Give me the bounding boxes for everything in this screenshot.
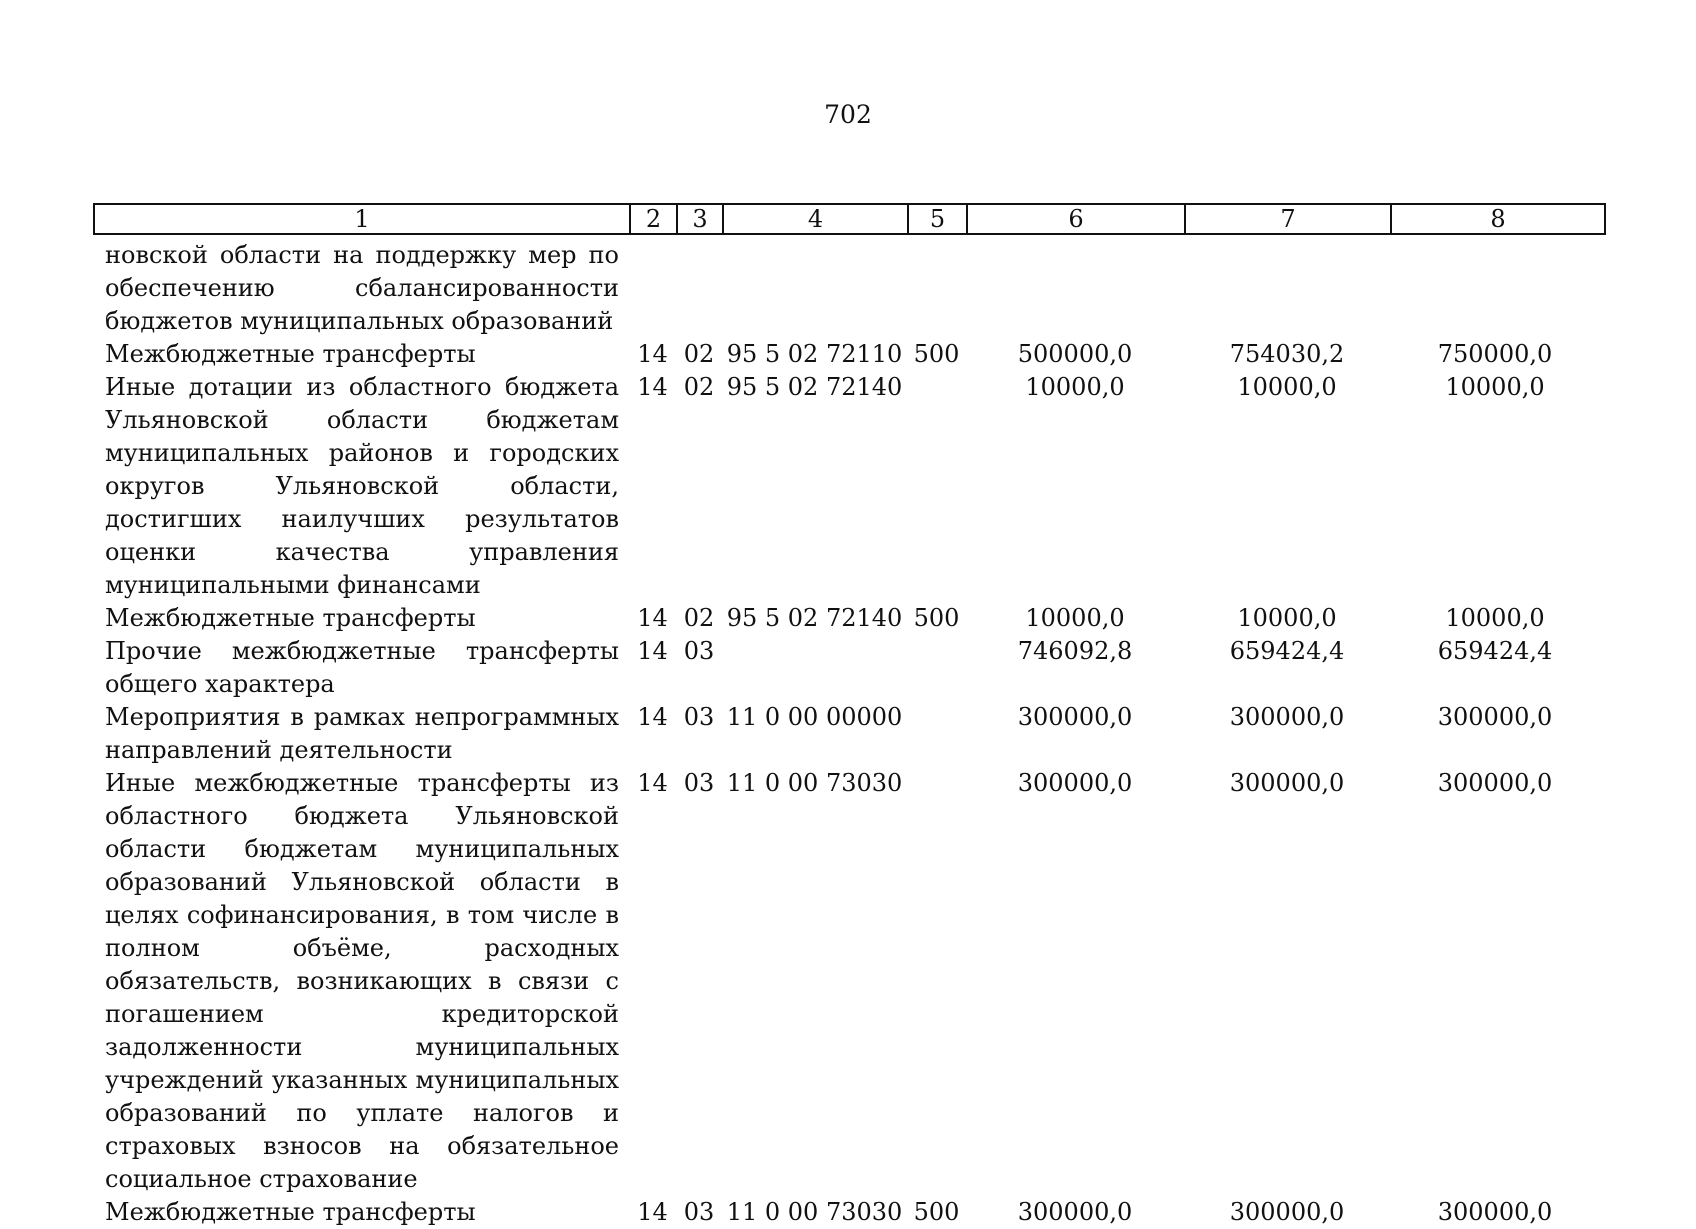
- row-subsection: 02: [683, 373, 715, 401]
- table-row: [93, 767, 1606, 1196]
- row-description: Прочие межбюджетные трансферты общего характера: [105, 637, 619, 698]
- row-section: 14: [637, 637, 668, 665]
- row-description: Межбюджетные трансферты: [105, 604, 476, 632]
- row-amount-col7: 300000,0: [1229, 1198, 1345, 1226]
- row-target-code: 11 0 00 00000: [726, 703, 903, 731]
- row-target-code: 95 5 02 72110: [726, 340, 903, 368]
- row-amount-col7: [1184, 239, 1390, 338]
- header-col-1: 1: [95, 205, 631, 233]
- row-subsection: 02: [683, 340, 715, 368]
- row-target-code: [722, 635, 907, 701]
- row-description: новской области на поддержку мер по обеспечению сбалансированности бюджетов муниципальных образований: [105, 241, 619, 335]
- row-section: 14: [637, 340, 668, 368]
- row-target-code: 11 0 00 73030: [726, 1198, 903, 1226]
- row-subsection: 03: [683, 1198, 715, 1226]
- row-subsection: 03: [683, 769, 715, 797]
- table-row: [93, 602, 1606, 635]
- row-expense-type: 500: [913, 604, 960, 632]
- row-target-code: 95 5 02 72140: [726, 373, 903, 401]
- row-expense-type: [907, 635, 966, 701]
- table-header: [93, 203, 1606, 235]
- row-subsection: 03: [683, 703, 715, 731]
- row-target-code: 95 5 02 72140: [726, 604, 903, 632]
- row-expense-type: 500: [913, 340, 960, 368]
- header-col-4: 4: [724, 205, 909, 233]
- row-amount-col6: [966, 239, 1184, 338]
- row-target-code: [722, 239, 907, 338]
- row-amount-col8: 300000,0: [1437, 703, 1553, 731]
- row-subsection: 03: [683, 637, 715, 665]
- row-amount-col6: 746092,8: [1017, 637, 1133, 665]
- row-amount-col7: 10000,0: [1237, 604, 1337, 632]
- row-amount-col7: 300000,0: [1229, 769, 1345, 797]
- table-row: [93, 338, 1606, 371]
- table-row: [93, 371, 1606, 602]
- table-body: [93, 239, 1606, 1229]
- row-amount-col6: 300000,0: [1017, 769, 1133, 797]
- row-expense-type: [907, 239, 966, 338]
- row-amount-col8: 750000,0: [1437, 340, 1553, 368]
- row-section: 14: [637, 604, 668, 632]
- row-section: 14: [637, 373, 668, 401]
- row-description: Мероприятия в рамках непрограммных направлений деятельности: [105, 703, 619, 764]
- page-number: 702: [824, 100, 872, 129]
- table-row: [93, 635, 1606, 701]
- header-col-7: 7: [1186, 205, 1392, 233]
- row-amount-col7: 659424,4: [1229, 637, 1345, 665]
- row-subsection: 02: [683, 604, 715, 632]
- row-amount-col7: 300000,0: [1229, 703, 1345, 731]
- row-expense-type: [907, 371, 966, 602]
- table-row: [93, 239, 1606, 338]
- row-amount-col8: 659424,4: [1437, 637, 1553, 665]
- header-col-6: 6: [968, 205, 1186, 233]
- header-col-2: 2: [631, 205, 678, 233]
- row-amount-col7: 10000,0: [1237, 373, 1337, 401]
- row-description: Межбюджетные трансферты: [105, 1198, 476, 1226]
- table-row: [93, 701, 1606, 767]
- row-section: 14: [637, 703, 668, 731]
- header-col-8: 8: [1490, 205, 1506, 233]
- row-description: Межбюджетные трансферты: [105, 340, 476, 368]
- row-section: 14: [637, 769, 668, 797]
- row-amount-col6: 500000,0: [1017, 340, 1133, 368]
- row-amount-col8: 10000,0: [1445, 373, 1545, 401]
- row-expense-type: [907, 767, 966, 1196]
- row-expense-type: [907, 701, 966, 767]
- table-row: [93, 1196, 1606, 1229]
- row-description: Иные межбюджетные трансферты из областного бюджета Ульяновской области бюджетам муниципальных образований Ульяновской области в целях софинансирования, в том числе в полном объёме, расходных обязательств, возникающих в связи с погашением кредиторской задолженности муниципальных учреждений указанных муниципальных образований по уплате налогов и страховых взносов на обязательное социальное страхование: [105, 769, 619, 1193]
- row-target-code: 11 0 00 73030: [726, 769, 903, 797]
- row-amount-col6: 10000,0: [1025, 604, 1125, 632]
- row-expense-type: 500: [913, 1198, 960, 1226]
- row-section: 14: [637, 1198, 668, 1226]
- row-amount-col8: 10000,0: [1445, 604, 1545, 632]
- row-description: Иные дотации из областного бюджета Ульяновской области бюджетам муниципальных районов и городских округов Ульяновской области, достигших наилучших результатов оценки качества управления муниципальными финансами: [105, 373, 619, 599]
- header-col-5: 5: [909, 205, 968, 233]
- row-amount-col6: 10000,0: [1025, 373, 1125, 401]
- row-amount-col6: 300000,0: [1017, 1198, 1133, 1226]
- row-subsection: [676, 239, 722, 338]
- row-amount-col8: [1390, 239, 1600, 338]
- row-amount-col8: 300000,0: [1437, 769, 1553, 797]
- header-col-3: 3: [678, 205, 724, 233]
- row-amount-col8: 300000,0: [1437, 1198, 1553, 1226]
- row-amount-col7: 754030,2: [1229, 340, 1345, 368]
- row-amount-col6: 300000,0: [1017, 703, 1133, 731]
- row-section: [629, 239, 676, 338]
